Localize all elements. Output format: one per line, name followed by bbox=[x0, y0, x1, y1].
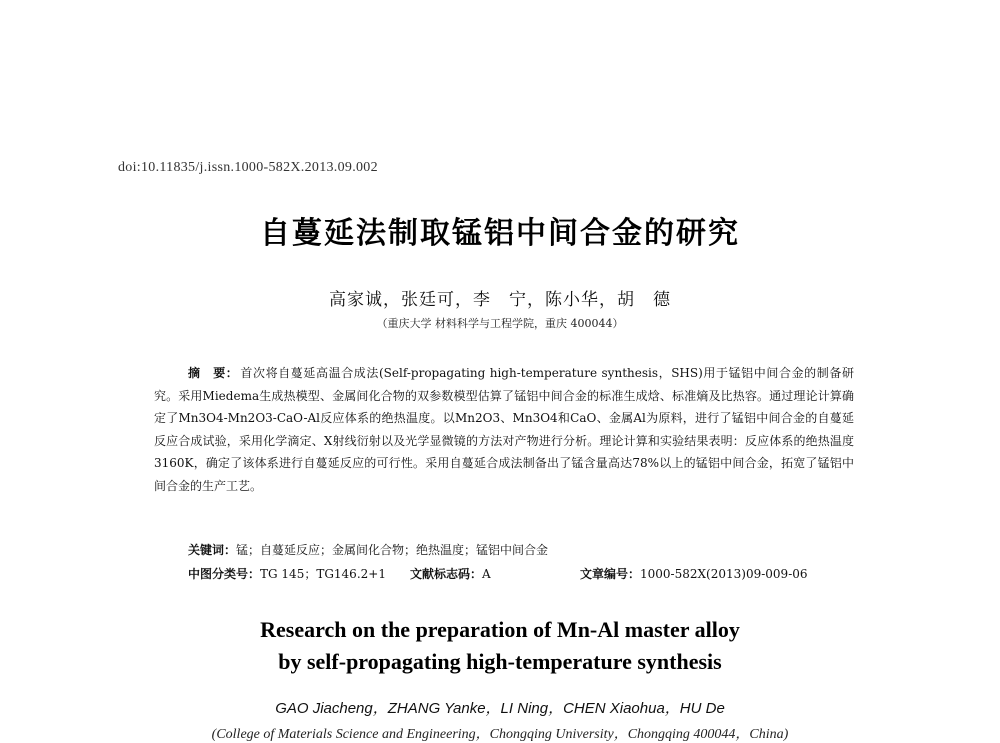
doi-line: doi:10.11835/j.issn.1000-582X.2013.09.002 bbox=[118, 160, 378, 175]
keywords-line bbox=[188, 541, 548, 558]
document-code-value: A bbox=[482, 567, 491, 581]
document-code bbox=[410, 565, 491, 582]
affiliation-english: (College of Materials Science and Engineering，Chongqing University，Chongqing 400044，China) bbox=[211, 727, 789, 742]
affiliation-chinese: （重庆大学 材料科学与工程学院，重庆 400044） bbox=[376, 317, 624, 330]
abstract-text: 首次将自蔓延高温合成法(Self-propagating high-temperature synthesis，SHS)用于锰铝中间合金的制备研究。采用Miedema生成热模型、金属间化合物的双参数模型估算了锰铝中间合金的标准生成焓、标准熵及比热容。通过理论计算确定了Mn3O4-Mn2O3-CaO-Al反应体系的绝热温度。以Mn2O3、Mn3O4和CaO、金属Al为原料，进行了锰铝中间合金的自蔓延反应合成试验，采用化学滴定、X射线衍射以及光学显微镜的方法对产物进行分析。理论计算和实验结果表明：反应体系的绝热温度3160K，确定了该体系进行自蔓延反应的可行性。采用自蔓延合成法制备出了锰含量高达78%以上的锰铝中间合金，拓宽了锰铝中间合金的生产工艺。 bbox=[154, 366, 854, 493]
paper-title-english bbox=[0, 614, 1000, 678]
keywords-label: 关键词： bbox=[188, 543, 237, 557]
authors-chinese: 高家诚，张廷可，李 宁，陈小华，胡 德 bbox=[329, 290, 671, 310]
abstract-label: 摘 要： bbox=[188, 366, 239, 380]
article-number-label: 文章编号： bbox=[580, 567, 641, 581]
paper-title-english-line1: Research on the preparation of Mn-Al master alloy bbox=[260, 617, 740, 642]
article-number bbox=[580, 565, 808, 582]
paper-title-chinese: 自蔓延法制取锰铝中间合金的研究 bbox=[260, 216, 740, 251]
abstract-chinese bbox=[154, 362, 854, 498]
paper-title-english-line2: by self-propagating high-temperature synthesis bbox=[278, 649, 722, 674]
clc-value: TG 145；TG146.2+1 bbox=[260, 567, 386, 581]
clc-label: 中图分类号： bbox=[188, 567, 261, 581]
classification-line bbox=[188, 565, 854, 582]
clc-number bbox=[188, 567, 386, 581]
keywords-text: 锰；自蔓延反应；金属间化合物；绝热温度；锰铝中间合金 bbox=[236, 543, 549, 557]
article-number-value: 1000-582X(2013)09-009-06 bbox=[640, 567, 808, 581]
document-code-label: 文献标志码： bbox=[410, 567, 483, 581]
authors-english: GAO Jiacheng，ZHANG Yanke，LI Ning，CHEN Xiaohua，HU De bbox=[275, 700, 725, 717]
